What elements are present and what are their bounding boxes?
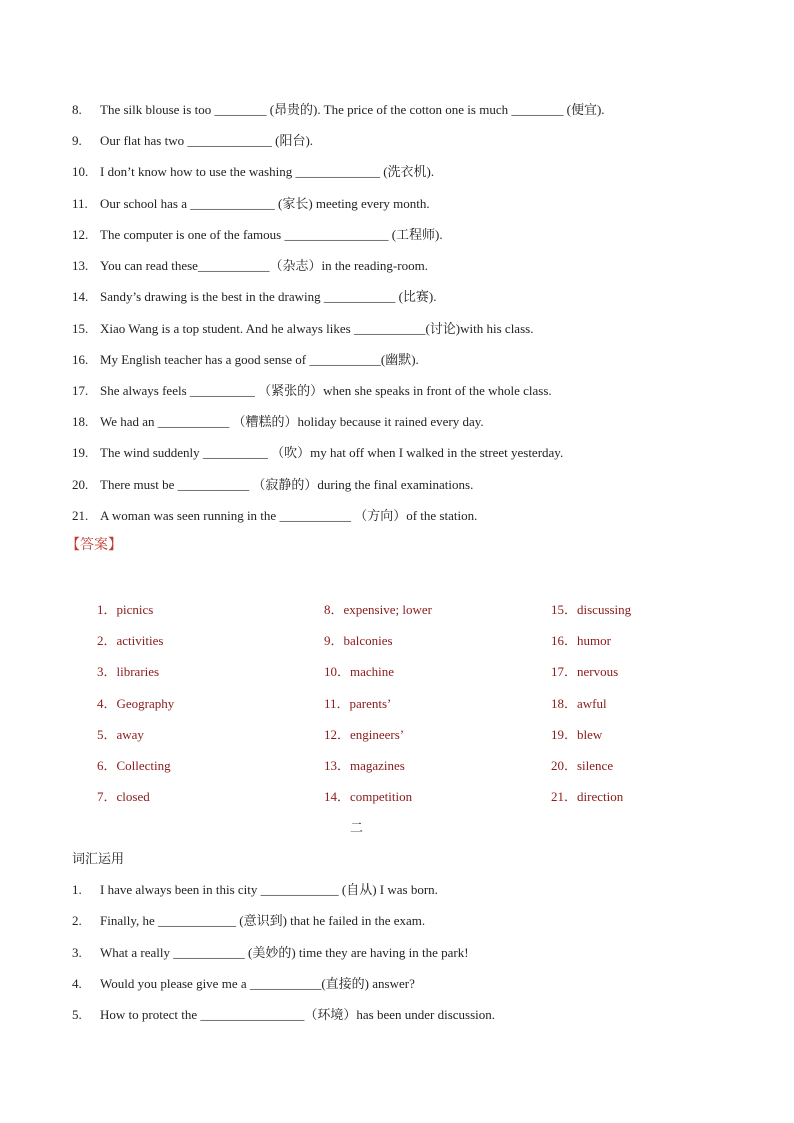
question-p2-2 [72, 912, 425, 930]
answer-item: 8．expensive; lower [324, 602, 432, 617]
answer-item: 15．discussing [551, 602, 632, 617]
question-text: She always feels __________ （紧张的）when she speaks in front of the whole class. [100, 383, 552, 398]
answer-item: 9．balconies [324, 633, 393, 648]
question-number: 9. [72, 133, 82, 148]
answer-item: 14．competition [324, 789, 413, 804]
answer-item: 17．nervous [551, 664, 619, 679]
question-text: Sandy’s drawing is the best in the drawing ___________ (比赛). [100, 289, 437, 304]
question-number: 12. [72, 227, 89, 242]
question-17 [72, 382, 552, 400]
question-15 [72, 320, 533, 338]
section-title: 词汇运用 [72, 851, 125, 866]
question-text: Xiao Wang is a top student. And he always likes ___________(讨论)with his class. [100, 321, 534, 336]
question-text: What a really ___________ (美妙的) time they are having in the park! [100, 945, 469, 960]
question-number: 20. [72, 477, 89, 492]
question-19 [72, 444, 563, 462]
question-text: Our flat has two _____________ (阳台). [100, 133, 314, 148]
question-number: 15. [72, 321, 89, 336]
question-number: 8. [72, 102, 82, 117]
question-text: I have always been in this city ____________ (自从) I was born. [100, 882, 438, 897]
answer-item: 13．magazines [324, 758, 405, 773]
section-number: 二 [350, 820, 364, 835]
question-18 [72, 413, 484, 431]
question-text: The computer is one of the famous ________________ (工程师). [100, 227, 443, 242]
question-number: 13. [72, 258, 89, 273]
question-p2-5 [72, 1006, 495, 1024]
question-number: 18. [72, 414, 89, 429]
question-number: 1. [72, 882, 82, 897]
answer-item: 20．silence [551, 758, 614, 773]
answer-item: 10．machine [324, 664, 395, 679]
question-21 [72, 507, 477, 525]
question-number: 14. [72, 289, 89, 304]
question-number: 16. [72, 352, 89, 367]
answer-item: 1．picnics [97, 602, 154, 617]
question-text: I don’t know how to use the washing _____________ (洗衣机). [100, 164, 435, 179]
question-text: Would you please give me a ___________(直接的) answer? [100, 976, 415, 991]
answer-heading: 【答案】 [66, 538, 122, 553]
question-p2-4 [72, 975, 415, 993]
question-p2-3 [72, 944, 469, 962]
question-16 [72, 351, 419, 369]
question-number: 19. [72, 445, 89, 460]
answer-item: 11．parents’ [324, 696, 392, 711]
answer-item: 6．Collecting [97, 758, 171, 773]
answer-item: 16．humor [551, 633, 611, 648]
question-number: 4. [72, 976, 82, 991]
question-13 [72, 257, 428, 275]
question-11 [72, 195, 430, 213]
question-number: 10. [72, 164, 89, 179]
question-text: We had an ___________ （糟糕的）holiday because it rained every day. [100, 414, 484, 429]
question-number: 5. [72, 1007, 82, 1022]
question-8 [72, 101, 605, 119]
question-text: The silk blouse is too ________ (昂贵的). The price of the cotton one is much ________ (便宜). [100, 102, 605, 117]
question-text: The wind suddenly __________ （吹）my hat off when I walked in the street yesterday. [100, 445, 564, 460]
answer-item: 3．libraries [97, 664, 160, 679]
answer-item: 2．activities [97, 633, 164, 648]
question-text: A woman was seen running in the ___________ （方向）of the station. [100, 508, 478, 523]
question-14 [72, 288, 437, 306]
question-number: 11. [72, 196, 88, 211]
question-text: How to protect the ________________（环境）has been under discussion. [100, 1007, 496, 1022]
answer-item: 19．blew [551, 727, 603, 742]
question-20 [72, 476, 473, 494]
answer-item: 18．awful [551, 696, 607, 711]
question-number: 17. [72, 383, 89, 398]
question-12 [72, 226, 443, 244]
answer-item: 4．Geography [97, 696, 175, 711]
question-p2-1 [72, 881, 438, 899]
question-text: You can read these___________（杂志）in the reading-room. [100, 258, 428, 273]
question-text: Finally, he ____________ (意识到) that he failed in the exam. [100, 913, 426, 928]
question-9 [72, 132, 313, 150]
question-text: Our school has a _____________ (家长) meeting every month. [100, 196, 430, 211]
question-text: There must be ___________ （寂静的）during the final examinations. [100, 477, 474, 492]
answer-item: 5．away [97, 727, 144, 742]
question-text: My English teacher has a good sense of ___________(幽默). [100, 352, 419, 367]
question-10 [72, 163, 434, 181]
answer-item: 7．closed [97, 789, 150, 804]
answer-item: 21．direction [551, 789, 624, 804]
question-number: 2. [72, 913, 82, 928]
answer-item: 12．engineers’ [324, 727, 405, 742]
question-number: 3. [72, 945, 82, 960]
question-number: 21. [72, 508, 89, 523]
